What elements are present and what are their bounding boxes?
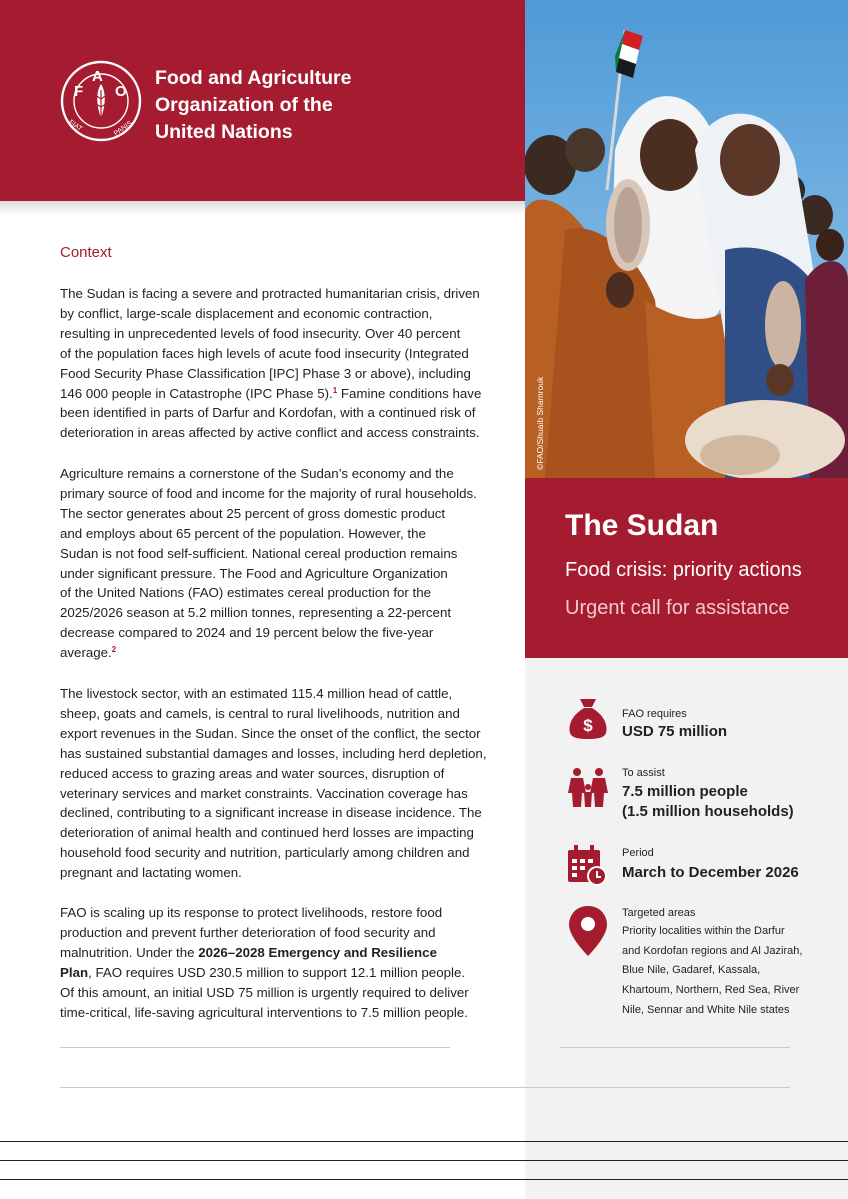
svg-text:F: F — [74, 83, 84, 100]
plan-name: 2026–2028 Emergency and Resilience — [198, 944, 437, 960]
areas-line: Nile, Sennar and White Nile states — [622, 1003, 790, 1016]
text-line: deterioration of animal health and continued herd losses are impacting — [60, 825, 474, 841]
areas-line: and Kordofan regions and Al Jazirah, — [622, 944, 803, 957]
areas-line: Khartoum, Northern, Red Sea, River — [622, 984, 800, 997]
title-box — [525, 478, 848, 658]
stat-value-assist-people: 7.5 million people — [622, 783, 748, 800]
stat-text-areas — [622, 922, 822, 1021]
text-line: been identified in parts of Darfur and Kordofan, with a continued risk of — [60, 405, 476, 421]
footer-rule — [0, 1179, 848, 1180]
fao-logo — [60, 60, 142, 142]
text-line: reduced access to grazing areas and water sources, disruption of — [60, 765, 445, 781]
stat-label-areas: Targeted areas — [622, 907, 696, 919]
text-line: household food security and nutrition, particularly among children and — [60, 845, 470, 861]
org-name-line: Organization of the — [155, 94, 333, 116]
page-subtitle: Food crisis: priority actions — [565, 559, 802, 581]
text-line: veterinary services and market constraints. Vaccination coverage has — [60, 785, 468, 801]
areas-line: Priority localities within the Darfur — [622, 925, 785, 937]
stat-value-assist-households: (1.5 million households) — [622, 803, 794, 820]
text-run: average. — [60, 645, 112, 661]
people-icon — [568, 767, 608, 809]
text-line: Agriculture remains a cornerstone of the Sudan’s economy and the — [60, 466, 454, 481]
paragraph-response — [60, 903, 500, 1022]
text-line: Food Security Phase Classification [IPC] Phase 3 or above), including — [60, 365, 471, 381]
text-line: deterioration in areas affected by active conflict and access constraints. — [60, 425, 480, 441]
text-line: of the United Nations (FAO) estimates cereal production for the — [60, 585, 432, 601]
text-line: The livestock sector, with an estimated 115.4 million head of cattle, — [60, 686, 453, 701]
text-line — [60, 963, 500, 983]
text-line — [60, 943, 500, 963]
text-line: primary source of food and income for the majority of rural households. — [60, 485, 477, 501]
text-line: FAO is scaling up its response to protect livelihoods, restore food — [60, 905, 443, 920]
plan-name: Plan — [60, 964, 89, 980]
org-name-line: Food and Agriculture — [155, 67, 352, 89]
text-run: malnutrition. Under the — [60, 944, 199, 960]
text-line: has sustained substantial damages and losses, including herd depletion, — [60, 745, 487, 761]
paragraph-agriculture — [60, 464, 500, 663]
footnote-ref-1[interactable]: 1 — [332, 385, 338, 395]
text-line: decrease compared to 2024 and 19 percent below the five-year — [60, 625, 434, 641]
svg-text:$: $ — [583, 716, 593, 735]
faint-rule — [560, 1047, 790, 1048]
organization-name — [155, 65, 351, 146]
paragraph-crisis — [60, 284, 500, 443]
text-line: The sector generates about 25 percent of gross domestic product — [60, 505, 446, 521]
footer-rule — [0, 1141, 848, 1142]
footer-rule — [0, 1160, 848, 1161]
photo-credit: ©FAO/Shuaib Shamrouk — [535, 376, 545, 470]
text-run: Famine conditions have — [337, 385, 482, 401]
page-title: The Sudan — [565, 509, 719, 542]
svg-text:A: A — [92, 68, 103, 85]
stat-value-requires: USD 75 million — [622, 723, 728, 740]
svg-text:O: O — [115, 83, 127, 100]
org-name-line: United Nations — [155, 121, 293, 143]
text-line — [60, 643, 500, 663]
stat-label-assist: To assist — [622, 767, 665, 779]
header-shadow — [0, 201, 525, 215]
text-line: resulting in unprecedented levels of food insecurity. Over 40 percent — [60, 325, 461, 341]
call-to-action-text: Urgent call for assistance — [565, 597, 790, 619]
stat-value-period: March to December 2026 — [622, 864, 799, 881]
text-line: The Sudan is facing a severe and protracted humanitarian crisis, driven — [60, 286, 480, 301]
section-heading-context: Context — [60, 244, 112, 261]
faint-rule — [60, 1047, 450, 1048]
svg-text:PANIS: PANIS — [112, 120, 134, 138]
text-line: Of this amount, an initial USD 75 million is urgently required to deliver — [60, 984, 469, 1000]
text-run: 146 000 people in Catastrophe (IPC Phase 5). — [60, 385, 333, 401]
text-run: , FAO requires USD 230.5 million to support 12.1 million people. — [88, 964, 466, 980]
text-line: 2025/2026 season at 5.2 million tonnes, representing a 22-percent — [60, 605, 452, 621]
text-line: export revenues in the Sudan. Since the onset of the conflict, the sector — [60, 725, 481, 741]
text-line: pregnant and lactating women. — [60, 865, 242, 881]
calendar-clock-icon — [568, 845, 608, 887]
footnote-ref-2[interactable]: 2 — [111, 645, 117, 655]
text-line: declined, contributing to a significant increase in disease incidence. The — [60, 805, 482, 821]
text-line: time-critical, life-saving agricultural interventions to 7.5 million people. — [60, 1004, 468, 1020]
text-line — [60, 384, 500, 404]
text-line: production and prevent further deterioration of food security and — [60, 924, 436, 940]
text-line: and employs about 65 percent of the population. However, the — [60, 525, 426, 541]
text-line: by conflict, large-scale displacement and economic contraction, — [60, 305, 433, 321]
faint-rule — [60, 1087, 790, 1088]
location-pin-icon — [568, 906, 608, 956]
header-band — [0, 0, 525, 201]
text-line: of the population faces high levels of acute food insecurity (Integrated — [60, 345, 469, 361]
stat-label-period: Period — [622, 847, 654, 859]
money-bag-icon — [568, 697, 608, 739]
text-line: Sudan is not food self-sufficient. National cereal production remains — [60, 545, 458, 561]
paragraph-livestock — [60, 684, 500, 883]
text-line: sheep, goats and camels, is central to rural livelihoods, nutrition and — [60, 705, 460, 721]
stat-label-requires: FAO requires — [622, 708, 687, 720]
cover-photo — [525, 0, 848, 478]
svg-text:FIAT: FIAT — [67, 118, 84, 134]
text-line: under significant pressure. The Food and Agriculture Organization — [60, 565, 448, 581]
areas-line: Blue Nile, Gadaref, Kassala, — [622, 964, 761, 977]
